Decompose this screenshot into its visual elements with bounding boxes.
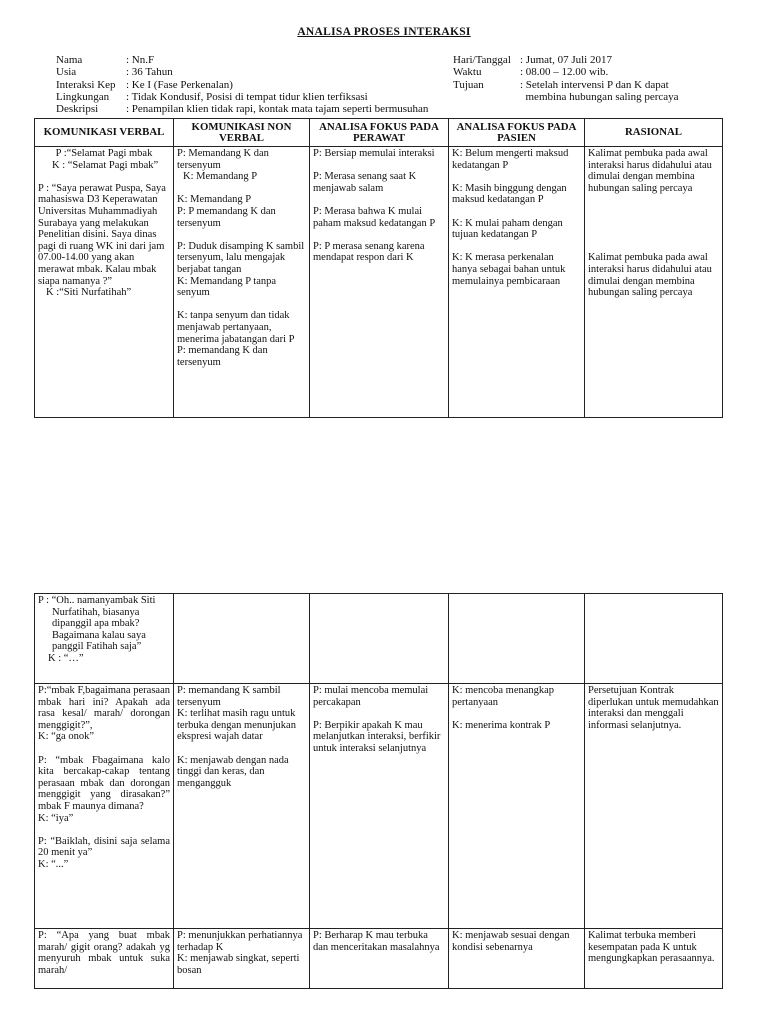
- perawat-cell: [310, 684, 449, 929]
- pasien-line: K: menerima kontrak P: [452, 719, 551, 731]
- info-row-tanggal: [453, 54, 679, 66]
- verbal-line: P : “Oh.. namanyambak Siti Nurfatihah, biasanya dipanggil apa mbak? Bagaimana kalau saya panggil Fatihah saja”: [38, 595, 156, 653]
- verbal-line: P: “Apa yang buat mbak marah/ gigit orang? adakah yg menyuruh mbak untuk suka marah/: [38, 930, 170, 976]
- header-nonverbal: KOMUNIKASI NON VERBAL: [174, 119, 310, 147]
- nonverbal-line: P: P memandang K dan tersenyum: [177, 205, 276, 229]
- info-row-usia: [56, 66, 428, 78]
- perawat-line: P: Merasa bahwa K mulai paham maksud kedatangan P: [313, 205, 436, 229]
- rasional-line: Persetujuan Kontrak diperlukan untuk memudahkan interaksi dan menggali informasi selanjutnya.: [588, 685, 719, 731]
- header-verbal: KOMUNIKASI VERBAL: [35, 119, 174, 147]
- verbal-cell: [35, 684, 174, 929]
- table-row: [35, 684, 723, 929]
- nonverbal-cell: [174, 684, 310, 929]
- info-value: : Penampilan klien tidak rapi, kontak mata tajam seperti bermusuhan: [126, 103, 429, 116]
- verbal-cell: [35, 147, 174, 418]
- nonverbal-line: K: terlihat masih ragu untuk terbuka dengan menunjukan ekspresi wajah datar: [177, 708, 296, 743]
- info-label: Tujuan: [453, 78, 484, 91]
- rasional-line: Kalimat terbuka memberi kesempatan pada K untuk mengungkapkan perasaannya.: [588, 930, 715, 965]
- info-value: : Setelah intervensi P dan K dapat: [520, 78, 669, 91]
- rasional-line: Kalimat pembuka pada awal interaksi harus didahului atau dimulai dengan membina hubungan saling percaya: [588, 148, 712, 194]
- info-label: Hari/Tanggal: [453, 54, 511, 66]
- nonverbal-line: P: Memandang K dan tersenyum: [177, 148, 269, 171]
- rasional-cell: [585, 684, 723, 929]
- verbal-line: K: “iya”: [38, 812, 74, 824]
- info-label: Lingkungan: [56, 90, 110, 103]
- info-row-interaksi: [56, 79, 428, 91]
- info-label: [453, 91, 520, 103]
- info-value: membina hubungan saling percaya: [520, 90, 679, 103]
- pasien-line: K: K merasa perkenalan hanya sebagai bahan untuk memulainya pembicaraan: [452, 252, 566, 287]
- empty-cell: [310, 594, 449, 684]
- info-row-tujuan: [453, 79, 679, 91]
- header-pasien: ANALISA FOKUS PADA PASIEN: [449, 119, 585, 147]
- verbal-line: K : “Selamat Pagi mbak”: [52, 159, 159, 171]
- verbal-line: P : “Saya perawat Puspa, Saya mahasiswa D3 Keperawatan Universitas Muhammadiyah Surabaya yang melakukan Penelitian disini. Saya dinas pagi di ruang WK ini dari jam 07.00-14.00 yang akan merawat mbak. Kalau mbak siapa namanya ?”: [38, 182, 166, 287]
- pasien-line: K: mencoba menangkap pertanyaan: [452, 685, 555, 708]
- verbal-line: P: “mbak Fbagaimana kalo kita bercakap-cakap tentang perasaan mbak dan dorongan menggigit yang dirasakan?” mbak F maunya dimana?: [38, 754, 170, 812]
- perawat-line: P: Merasa senang saat K menjawab salam: [313, 171, 417, 194]
- perawat-line: P: Berpikir apakah K mau melanjutkan interaksi, berfikir untuk interaksi selanjutnya: [313, 719, 441, 754]
- nonverbal-line: K: Memandang P: [177, 194, 252, 206]
- nonverbal-line: K: Memandang P tanpa senyum: [177, 275, 277, 299]
- verbal-line: P :“Selamat Pagi mbak: [55, 148, 153, 159]
- verbal-line: K :“Siti Nurfatihah”: [46, 287, 132, 299]
- info-value: : 08.00 – 12.00 wib.: [520, 66, 609, 79]
- pasien-cell: [449, 147, 585, 418]
- empty-cell: [449, 594, 585, 684]
- nonverbal-line: P: memandang K dan tersenyum: [177, 345, 268, 368]
- interaction-table-page2: [34, 593, 723, 989]
- pasien-cell: [449, 684, 585, 929]
- empty-cell: [174, 594, 310, 684]
- interaction-table-page1: [34, 118, 723, 418]
- verbal-line: K: “...”: [38, 858, 69, 870]
- nonverbal-cell: [174, 147, 310, 418]
- info-label: Deskripsi: [56, 103, 99, 116]
- perawat-line: P: Bersiap memulai interaksi: [313, 148, 435, 159]
- nonverbal-line: P: memandang K sambil tersenyum: [177, 685, 281, 708]
- table-row: [35, 594, 723, 684]
- info-row-tujuan-cont: [453, 91, 679, 103]
- info-label: Waktu: [453, 66, 482, 79]
- info-value: : Ke I (Fase Perkenalan): [126, 78, 233, 91]
- perawat-line: P: mulai mencoba memulai percakapan: [313, 685, 429, 708]
- info-label: Nama: [56, 54, 83, 66]
- info-row-waktu: [453, 66, 679, 78]
- rasional-cell: [585, 147, 723, 418]
- nonverbal-line: P: Duduk disamping K sambil tersenyum, lalu mengajak berjabat tangan: [177, 240, 305, 275]
- info-label: Usia: [56, 66, 77, 79]
- verbal-line: P: “Baiklah, disini saja selama 20 menit ya”: [38, 835, 170, 859]
- info-row-deskripsi: [56, 103, 428, 115]
- table-row: [35, 147, 723, 418]
- perawat-cell: [310, 147, 449, 418]
- nonverbal-line: P: menunjukkan perhatiannya terhadap K: [177, 930, 303, 953]
- pasien-line: K: Masih binggung dengan maksud kedatangan P: [452, 182, 567, 206]
- empty-cell: [585, 594, 723, 684]
- nonverbal-line: K: tanpa senyum dan tidak menjawab pertanyaan, menerima jabatangan dari P: [177, 310, 295, 345]
- nonverbal-line: K: Memandang P: [183, 171, 258, 183]
- rasional-cell: [585, 929, 723, 989]
- verbal-line: P:“mbak F,bagaimana perasaan mbak hari ini? Apakah ada rasa kesal/ marah/ dorongan menggigit?”,: [38, 685, 170, 731]
- document-title: ANALISA PROSES INTERAKSI: [297, 26, 471, 38]
- rasional-line: Kalimat pembuka pada awal interaksi harus didahului atau dimulai dengan membina hubungan saling percaya: [588, 252, 712, 299]
- session-info: [453, 54, 679, 103]
- table-row: [35, 929, 723, 989]
- pasien-line: K: K mulai paham dengan tujuan kedatangan P: [452, 217, 563, 241]
- info-value: : 36 Tahun: [126, 66, 173, 79]
- header-perawat: ANALISA FOKUS PADA PERAWAT: [310, 119, 449, 147]
- header-rasional: RASIONAL: [585, 119, 723, 147]
- info-row-nama: [56, 54, 428, 66]
- perawat-line: P: Berharap K mau terbuka dan menceritakan masalahnya: [313, 930, 440, 953]
- nonverbal-line: K: menjawab singkat, seperti bosan: [177, 953, 300, 976]
- info-row-lingkungan: [56, 91, 428, 103]
- perawat-line: P: P merasa senang karena mendapat respon dari K: [313, 240, 425, 264]
- verbal-line: K : “…”: [48, 652, 84, 664]
- pasien-line: K: menjawab sesuai dengan kondisi sebenarnya: [452, 930, 570, 953]
- nonverbal-cell: [174, 929, 310, 989]
- info-label: Interaksi Kep: [56, 78, 116, 91]
- info-value: : Jumat, 07 Juli 2017: [520, 54, 612, 66]
- verbal-line: K: “ga onok”: [38, 731, 94, 743]
- perawat-cell: [310, 929, 449, 989]
- nonverbal-line: K: menjawab dengan nada tinggi dan keras, dan mengangguk: [177, 754, 289, 789]
- patient-info: [56, 54, 428, 115]
- pasien-line: K: Belum mengerti maksud kedatangan P: [452, 148, 569, 171]
- pasien-cell: [449, 929, 585, 989]
- info-value: : Tidak Kondusif, Posisi di tempat tidur klien terfiksasi: [126, 90, 368, 103]
- verbal-cell: [35, 929, 174, 989]
- verbal-cell: [35, 594, 174, 684]
- header-row: [35, 119, 723, 147]
- info-value: : Nn.F: [126, 54, 155, 66]
